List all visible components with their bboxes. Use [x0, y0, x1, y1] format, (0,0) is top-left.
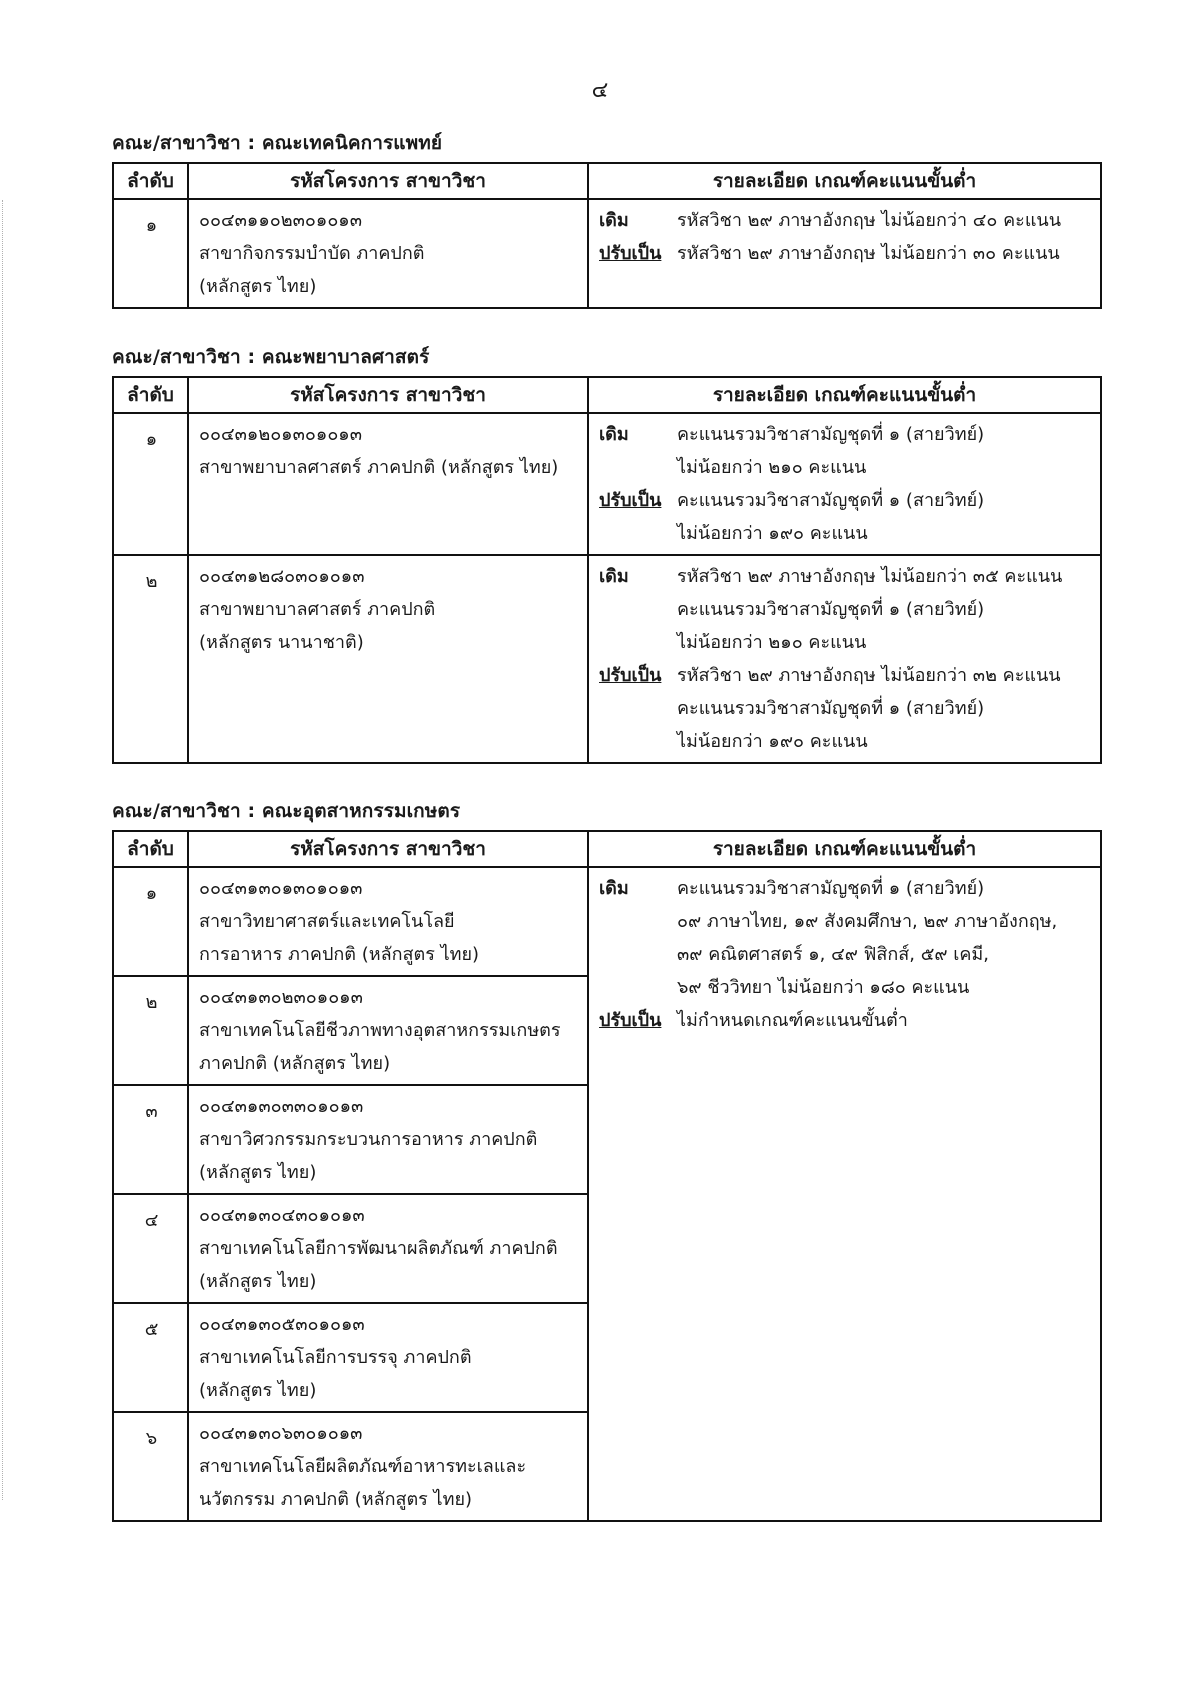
program-code: ๐๐๔๓๑๓๐๑๓๐๑๐๑๓ — [199, 878, 363, 899]
header-detail: รายละเอียด เกณฑ์คะแนนขั้นต่ำ — [588, 831, 1101, 867]
new-line: รหัสวิชา ๒๙ ภาษาอังกฤษ ไม่น้อยกว่า ๓๒ คะแนน — [677, 665, 1061, 686]
program-cell — [188, 1085, 588, 1194]
section-title: คณะ/สาขาวิชา : คณะอุตสาหกรรมเกษตร — [112, 800, 461, 822]
program-name-line: การอาหาร ภาคปกติ (หลักสูตร ไทย) — [199, 944, 480, 965]
row-number: ๑ — [113, 867, 188, 976]
program-cell — [188, 1412, 588, 1521]
program-name-line: (หลักสูตร ไทย) — [199, 1162, 317, 1183]
new-label: ปรับเป็น — [599, 243, 662, 264]
old-criteria — [599, 872, 1092, 1004]
row-number: ๓ — [113, 1085, 188, 1194]
old-line: คะแนนรวมวิชาสามัญชุดที่ ๑ (สายวิทย์) — [677, 599, 985, 620]
program-name-line: สาขาวิทยาศาสตร์และเทคโนโลยี — [199, 911, 455, 932]
program-name-line: ภาคปกติ (หลักสูตร ไทย) — [199, 1053, 391, 1074]
page-number: ๔ — [591, 78, 609, 103]
row-number: ๒ — [113, 976, 188, 1085]
shared-detail-cell — [588, 867, 1101, 1521]
table-row — [113, 413, 1101, 555]
program-name-line: สาขาเทคโนโลยีการพัฒนาผลิตภัณฑ์ ภาคปกติ — [199, 1238, 558, 1259]
row-number: ๑ — [113, 413, 188, 555]
header-code: รหัสโครงการ สาขาวิชา — [188, 163, 588, 199]
new-line: ไม่กำหนดเกณฑ์คะแนนขั้นต่ำ — [677, 1010, 908, 1031]
program-cell — [188, 199, 588, 308]
table-header-row — [113, 163, 1101, 199]
old-label: เดิม — [599, 424, 629, 445]
program-name-line: สาขากิจกรรมบำบัด ภาคปกติ — [199, 243, 425, 264]
program-name-line: สาขาเทคโนโลยีการบรรจุ ภาคปกติ — [199, 1347, 472, 1368]
old-criteria — [599, 418, 1092, 484]
program-cell — [188, 976, 588, 1085]
program-name-line: (หลักสูตร ไทย) — [199, 1380, 317, 1401]
program-name-line: สาขาพยาบาลศาสตร์ ภาคปกติ — [199, 599, 436, 620]
row-number: ๑ — [113, 199, 188, 308]
program-name-line: สาขาเทคโนโลยีชีวภาพทางอุตสาหกรรมเกษตร — [199, 1020, 561, 1041]
header-no: ลำดับ — [113, 831, 188, 867]
detail-cell — [588, 199, 1101, 308]
table-row — [113, 867, 1101, 976]
new-line: คะแนนรวมวิชาสามัญชุดที่ ๑ (สายวิทย์) — [677, 698, 985, 719]
section-title: คณะ/สาขาวิชา : คณะพยาบาลศาสตร์ — [112, 346, 430, 368]
new-label: ปรับเป็น — [599, 665, 662, 686]
section-agro-industry — [112, 796, 1100, 1522]
header-detail: รายละเอียด เกณฑ์คะแนนขั้นต่ำ — [588, 163, 1101, 199]
header-code: รหัสโครงการ สาขาวิชา — [188, 831, 588, 867]
criteria-table — [112, 830, 1102, 1522]
old-line: ๐๙ ภาษาไทย, ๑๙ สังคมศึกษา, ๒๙ ภาษาอังกฤษ, — [677, 911, 1058, 932]
header-no: ลำดับ — [113, 377, 188, 413]
row-number: ๒ — [113, 555, 188, 763]
old-criteria — [599, 204, 1092, 237]
program-name-line: (หลักสูตร ไทย) — [199, 276, 317, 297]
old-line: รหัสวิชา ๒๙ ภาษาอังกฤษ ไม่น้อยกว่า ๓๕ คะแนน — [677, 566, 1063, 587]
new-criteria — [599, 1004, 1092, 1037]
program-code: ๐๐๔๓๑๓๐๔๓๐๑๐๑๓ — [199, 1205, 365, 1226]
program-name-line: นวัตกรรม ภาคปกติ (หลักสูตร ไทย) — [199, 1489, 473, 1510]
program-code: ๐๐๔๓๑๒๐๑๓๐๑๐๑๓ — [199, 424, 363, 445]
new-line: ไม่น้อยกว่า ๑๙๐ คะแนน — [677, 523, 868, 544]
table-row — [113, 555, 1101, 763]
program-cell — [188, 1303, 588, 1412]
detail-cell — [588, 555, 1101, 763]
old-label: เดิม — [599, 878, 629, 899]
program-code: ๐๐๔๓๑๓๐๖๓๐๑๐๑๓ — [199, 1423, 363, 1444]
program-code: ๐๐๔๓๑๓๐๒๓๐๑๐๑๓ — [199, 987, 363, 1008]
new-line: ไม่น้อยกว่า ๑๙๐ คะแนน — [677, 731, 868, 752]
new-criteria — [599, 237, 1092, 270]
old-label: เดิม — [599, 566, 629, 587]
scan-edge-mark — [2, 200, 5, 1500]
program-name-line: (หลักสูตร นานาชาติ) — [199, 632, 364, 653]
section-title: คณะ/สาขาวิชา : คณะเทคนิคการแพทย์ — [112, 132, 443, 154]
program-code: ๐๐๔๓๑๒๘๐๓๐๑๐๑๓ — [199, 566, 365, 587]
old-line: คะแนนรวมวิชาสามัญชุดที่ ๑ (สายวิทย์) — [677, 878, 985, 899]
program-code: ๐๐๔๓๑๓๐๓๓๐๑๐๑๓ — [199, 1096, 364, 1117]
program-cell — [188, 867, 588, 976]
new-line: รหัสวิชา ๒๙ ภาษาอังกฤษ ไม่น้อยกว่า ๓๐ คะแนน — [677, 243, 1060, 264]
program-cell — [188, 413, 588, 555]
row-number: ๔ — [113, 1194, 188, 1303]
old-line: ไม่น้อยกว่า ๒๑๐ คะแนน — [677, 457, 867, 478]
program-name-line: สาขาเทคโนโลยีผลิตภัณฑ์อาหารทะเลและ — [199, 1456, 527, 1477]
new-criteria — [599, 484, 1092, 550]
old-line: คะแนนรวมวิชาสามัญชุดที่ ๑ (สายวิทย์) — [677, 424, 985, 445]
old-line: ไม่น้อยกว่า ๒๑๐ คะแนน — [677, 632, 867, 653]
old-criteria — [599, 560, 1092, 659]
table-header-row — [113, 377, 1101, 413]
new-criteria — [599, 659, 1092, 758]
program-cell — [188, 1194, 588, 1303]
program-name-line: สาขาพยาบาลศาสตร์ ภาคปกติ (หลักสูตร ไทย) — [199, 457, 559, 478]
criteria-table — [112, 162, 1102, 309]
table-row — [113, 199, 1101, 308]
program-cell — [188, 555, 588, 763]
program-code: ๐๐๔๓๑๓๐๕๓๐๑๐๑๓ — [199, 1314, 365, 1335]
program-name-line: (หลักสูตร ไทย) — [199, 1271, 317, 1292]
program-name-line: สาขาวิศวกรรมกระบวนการอาหาร ภาคปกติ — [199, 1129, 538, 1150]
row-number: ๕ — [113, 1303, 188, 1412]
old-line: ๖๙ ชีววิทยา ไม่น้อยกว่า ๑๘๐ คะแนน — [677, 977, 970, 998]
header-no: ลำดับ — [113, 163, 188, 199]
detail-cell — [588, 413, 1101, 555]
section-medical-technology — [112, 128, 1100, 309]
new-label: ปรับเป็น — [599, 1010, 662, 1031]
old-line: ๓๙ คณิตศาสตร์ ๑, ๔๙ ฟิสิกส์, ๕๙ เคมี, — [677, 944, 990, 965]
old-label: เดิม — [599, 210, 629, 231]
program-code: ๐๐๔๓๑๑๐๒๓๐๑๐๑๓ — [199, 210, 363, 231]
header-code: รหัสโครงการ สาขาวิชา — [188, 377, 588, 413]
row-number: ๖ — [113, 1412, 188, 1521]
criteria-table — [112, 376, 1102, 764]
section-nursing — [112, 342, 1100, 764]
table-header-row — [113, 831, 1101, 867]
old-line: รหัสวิชา ๒๙ ภาษาอังกฤษ ไม่น้อยกว่า ๔๐ คะแนน — [677, 210, 1062, 231]
new-label: ปรับเป็น — [599, 490, 662, 511]
new-line: คะแนนรวมวิชาสามัญชุดที่ ๑ (สายวิทย์) — [677, 490, 985, 511]
header-detail: รายละเอียด เกณฑ์คะแนนขั้นต่ำ — [588, 377, 1101, 413]
